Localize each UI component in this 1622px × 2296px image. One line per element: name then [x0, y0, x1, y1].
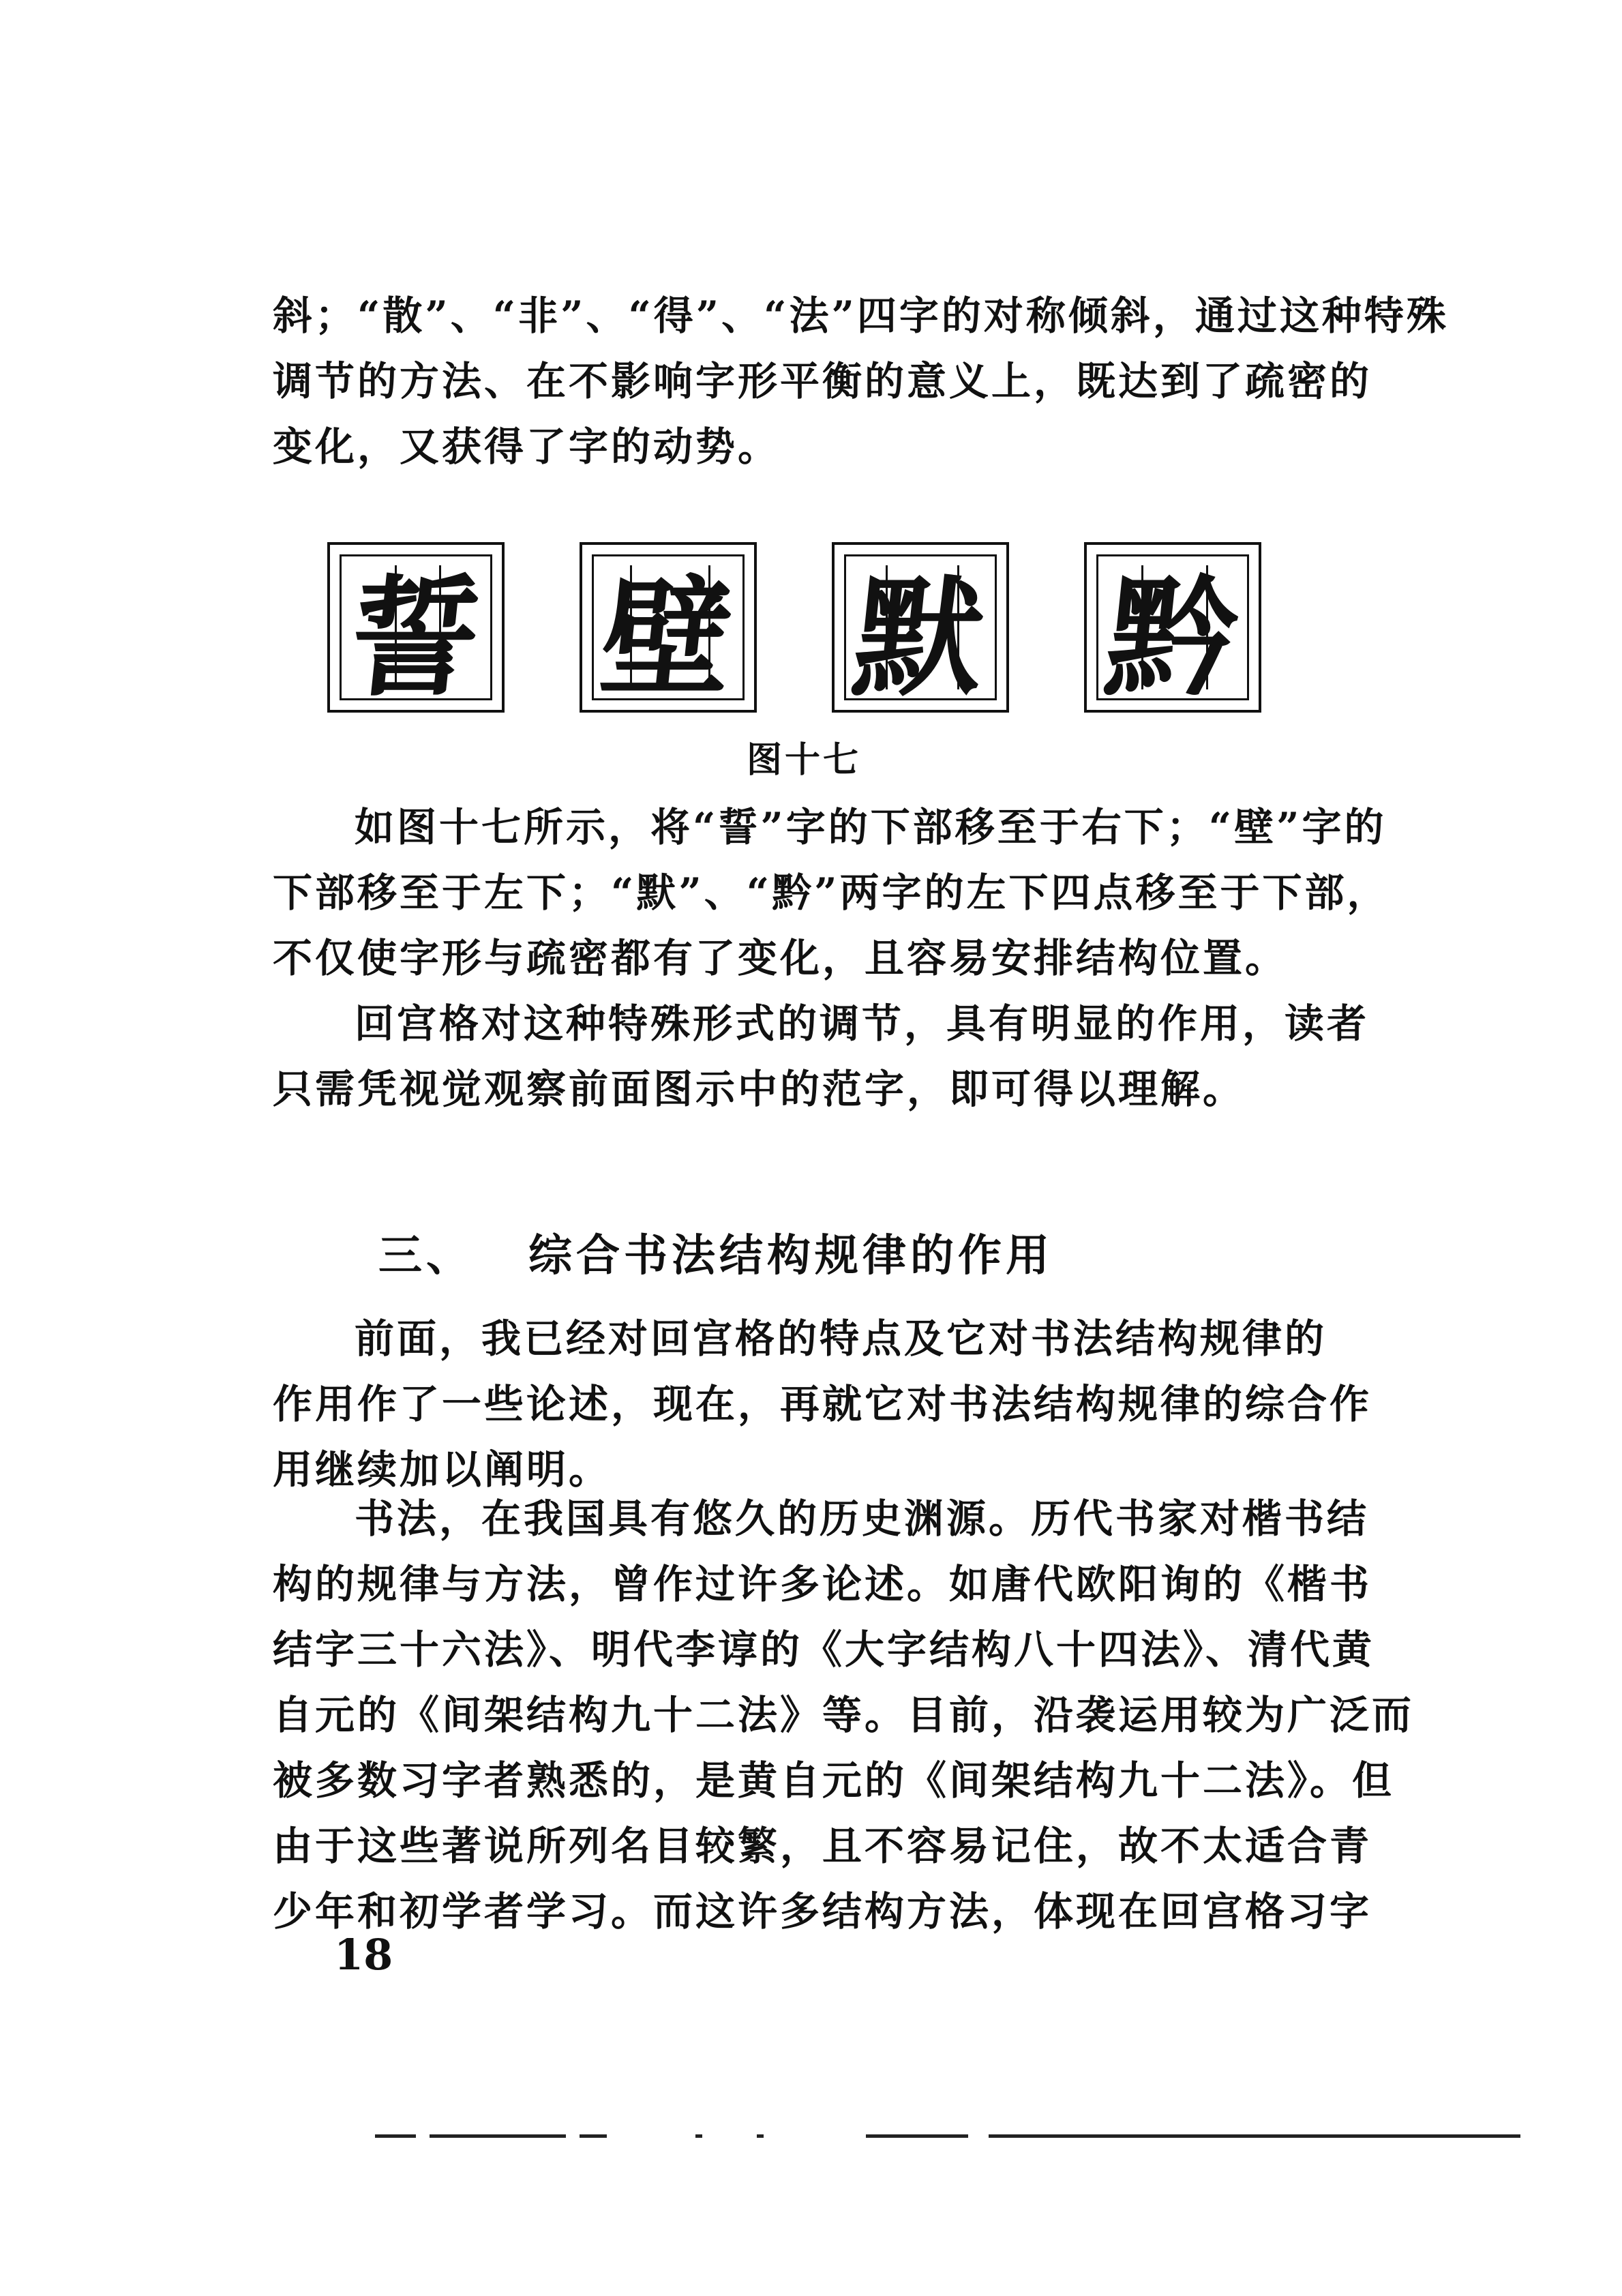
- text-line: 回宫格对这种特殊形式的调节，具有明显的作用，读者: [355, 1000, 1370, 1047]
- page-number: 18: [334, 1930, 393, 1980]
- text-line: 由于这些著说所列名目较繁，且不容易记住，故不太适合青: [273, 1823, 1372, 1869]
- calligraphy-glyph: 壁: [594, 561, 740, 714]
- text-line: 调节的方法、在不影响字形平衡的意义上，既达到了疏密的: [273, 358, 1372, 404]
- paragraph-history: [273, 1486, 1432, 1944]
- text-line: 斜；“散”、“非”、“得”、“法”四字的对称倾斜，通过这种特殊: [273, 293, 1449, 339]
- text-line: 构的规律与方法，曾作过许多论述。如唐代欧阳询的《楷书: [273, 1561, 1372, 1607]
- glyph-box: [1084, 542, 1261, 713]
- glyph-box: [580, 542, 757, 713]
- text-line: 下部移至于左下；“默”、“黔”两字的左下四点移至于下部，: [273, 869, 1390, 916]
- figure-caption: 图十七: [747, 739, 862, 781]
- scan-dash: [757, 2134, 764, 2138]
- scan-artifact-line: [375, 2134, 1534, 2138]
- text-line: 自元的《间架结构九十二法》等。目前，沿袭运用较为广泛而: [273, 1692, 1415, 1738]
- glyph-box: [327, 542, 505, 713]
- text-line: 结字三十六法》、明代李谆的《大字结构八十四法》、清代黄: [273, 1626, 1375, 1673]
- text-line: 前面，我已经对回宫格的特点及它对书法结构规律的: [355, 1315, 1327, 1362]
- calligraphy-glyph: 誓: [342, 561, 488, 714]
- calligraphy-glyph: 默: [846, 561, 993, 714]
- figure-seventeen: [327, 542, 1282, 719]
- text-line: 用继续加以阐明。: [273, 1446, 612, 1493]
- text-line: 作用作了一些论述，现在，再就它对书法结构规律的综合作: [273, 1381, 1372, 1427]
- scan-dash: [430, 2134, 566, 2138]
- scan-dash: [989, 2134, 1520, 2138]
- scan-dash: [866, 2134, 968, 2138]
- text-line: 如图十七所示，将“誓”字的下部移至于右下；“壁”字的: [355, 804, 1387, 850]
- text-line: 被多数习字者熟悉的，是黄自元的《间架结构九十二法》。但: [273, 1757, 1395, 1804]
- text-line: 变化，又获得了字的动势。: [273, 423, 781, 470]
- glyph-box: [832, 542, 1009, 713]
- text-line: 不仅使字形与疏密都有了变化，且容易安排结构位置。: [273, 935, 1288, 981]
- text-line: 只需凭视觉观察前面图示中的范字，即可得以理解。: [273, 1066, 1246, 1112]
- section-title: 综合书法结构规律的作用: [528, 1231, 1053, 1281]
- scan-dash: [580, 2134, 607, 2138]
- text-line: 书法，在我国具有悠久的历史渊源。历代书家对楷书结: [355, 1495, 1370, 1542]
- text-line: 少年和初学者学习。而这许多结构方法，体现在回宫格习字: [273, 1888, 1372, 1935]
- section-heading: [378, 1221, 1053, 1283]
- calligraphy-glyph: 黔: [1098, 561, 1245, 714]
- section-number: 三、: [378, 1231, 474, 1281]
- paragraph-intro: [273, 1306, 1432, 1502]
- scan-dash: [695, 2134, 702, 2138]
- scan-dash: [375, 2134, 416, 2138]
- paragraph-top: [273, 283, 1449, 479]
- paragraph-figure-explanation: [273, 794, 1432, 991]
- paragraph-huigong: [273, 991, 1432, 1122]
